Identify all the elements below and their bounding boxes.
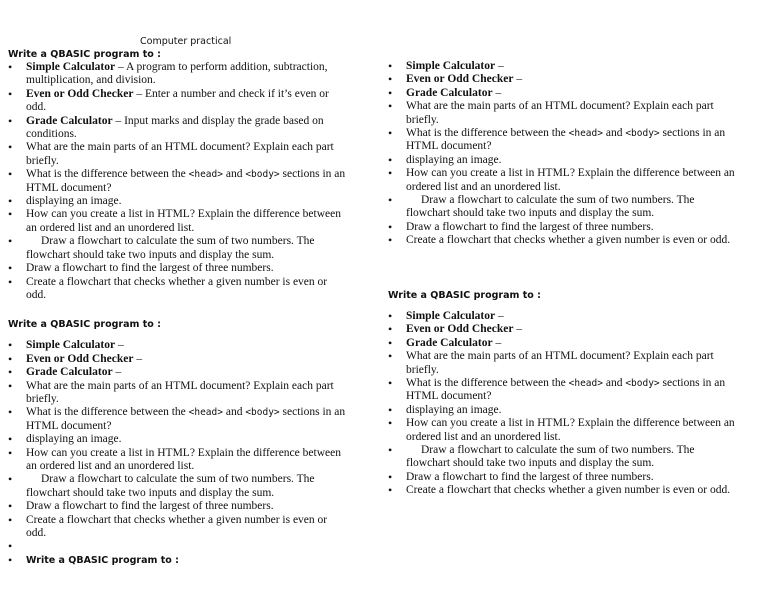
list-item-flowchart-largest: • Draw a flowchart to find the largest of three numbers.: [8, 262, 350, 275]
list-item-even-odd-checker: [8, 353, 350, 366]
item-text: Input marks and display the grade based on conditions.: [26, 114, 324, 141]
list-item-even-odd-checker: [388, 323, 736, 336]
list-item-image: • displaying an image.: [388, 154, 736, 167]
section-heading: Write a QBASIC program to :: [388, 290, 541, 301]
list-item-grade-calculator: [8, 366, 350, 379]
list-item-image: • displaying an image.: [8, 433, 350, 446]
section-heading: Write a QBASIC program to :: [8, 49, 161, 60]
list-item-even-odd-checker: [388, 73, 736, 86]
list-item-simple-calculator: [8, 61, 350, 88]
body-tag: <body>: [625, 378, 660, 390]
item-text: and: [225, 406, 243, 419]
list-item-empty: [8, 540, 350, 553]
list-item-flowchart-largest: • Draw a flowchart to find the largest of three numbers.: [388, 471, 736, 484]
item-label: Simple Calculator: [406, 310, 496, 322]
item-text: Draw a flowchart to calculate the sum of two numbers. The flowchart should take two inputs and display the sum.: [406, 194, 695, 220]
dash: –: [115, 114, 122, 127]
body-tag: <body>: [625, 128, 660, 140]
item-label: Grade Calculator: [406, 86, 493, 99]
question-list: [8, 339, 350, 567]
list-item-html-parts: • What are the main parts of an HTML document? Explain each part briefly.: [8, 380, 350, 407]
item-label: Even or Odd Checker: [406, 323, 514, 336]
item-label: Simple Calculator: [26, 61, 116, 73]
dash: –: [498, 60, 504, 72]
section-heading: Write a QBASIC program to :: [8, 319, 161, 331]
question-list: [388, 310, 736, 498]
dash: –: [118, 339, 124, 352]
head-tag: <head>: [568, 128, 603, 140]
item-text: What is the difference between the: [406, 377, 566, 390]
dash: –: [136, 87, 143, 100]
item-text: sections in an HTML document?: [26, 168, 346, 194]
question-list: [388, 60, 736, 248]
dash: –: [498, 310, 504, 322]
head-tag: <head>: [188, 169, 223, 181]
list-item-flowchart-sum: [8, 235, 350, 262]
list-item-flowchart-sum: [388, 194, 736, 221]
right-column-bottom: [388, 289, 736, 498]
item-text: sections in an HTML document?: [406, 127, 726, 153]
item-label: Grade Calculator: [26, 114, 113, 127]
dash: –: [136, 352, 143, 365]
item-text: and: [225, 168, 243, 181]
list-item-html-parts: • What are the main parts of an HTML document? Explain each part briefly.: [388, 100, 736, 127]
body-tag: <body>: [245, 169, 280, 181]
dash: –: [115, 366, 122, 379]
item-text: sections in an HTML document?: [26, 406, 346, 432]
head-tag: <head>: [568, 378, 603, 390]
item-label: Simple Calculator: [26, 339, 116, 352]
item-label: Even or Odd Checker: [26, 87, 134, 100]
list-item-flowchart-even-odd: • Create a flowchart that checks whether a given number is even or odd.: [388, 484, 736, 497]
list-item-head-body: [8, 168, 350, 195]
item-text: and: [605, 127, 623, 140]
list-item-grade-calculator: [8, 115, 350, 142]
list-item-grade-calculator: [388, 87, 736, 100]
dash: –: [118, 61, 124, 73]
list-item-simple-calculator: [388, 310, 736, 323]
list-item-even-odd-checker: [8, 88, 350, 115]
item-text: A program to perform addition, subtraction, multiplication, and division.: [26, 61, 328, 87]
list-item-flowchart-sum: [388, 444, 736, 471]
list-item-flowchart-even-odd: • Create a flowchart that checks whether a given number is even or odd.: [8, 276, 350, 303]
list-item-flowchart-largest: • Draw a flowchart to find the largest of three numbers.: [8, 500, 350, 513]
item-text: Enter a number and check if it’s even or odd.: [26, 87, 329, 114]
item-text: What is the difference between the: [26, 168, 186, 181]
item-label: Even or Odd Checker: [26, 352, 134, 365]
list-item-image: • displaying an image.: [388, 404, 736, 417]
dash: –: [516, 323, 523, 336]
list-item-flowchart-even-odd: • Create a flowchart that checks whether a given number is even or odd.: [388, 234, 736, 247]
list-item-flowchart-sum: [8, 473, 350, 500]
item-text: Draw a flowchart to calculate the sum of two numbers. The flowchart should take two inputs and display the sum.: [26, 473, 315, 499]
list-item-head-body: [8, 406, 350, 433]
item-text: Draw a flowchart to calculate the sum of two numbers. The flowchart should take two inputs and display the sum.: [406, 444, 695, 470]
item-text: What is the difference between the: [26, 406, 186, 419]
dash: –: [495, 86, 502, 99]
dash: –: [516, 73, 523, 86]
right-column-top: [388, 60, 736, 248]
item-label: Grade Calculator: [406, 336, 493, 349]
item-label: Even or Odd Checker: [406, 73, 514, 86]
item-text: Draw a flowchart to calculate the sum of two numbers. The flowchart should take two inputs and display the sum.: [26, 235, 315, 261]
list-item-head-body: [388, 377, 736, 404]
list-item-simple-calculator: [8, 339, 350, 352]
document-title: Computer practical: [140, 36, 232, 47]
section-heading: Write a QBASIC program to :: [26, 554, 179, 566]
list-item-image: • displaying an image.: [8, 195, 350, 208]
list-item-lists: • How can you create a list in HTML? Explain the difference between an ordered list and an unordered list.: [388, 167, 736, 194]
body-tag: <body>: [245, 407, 280, 419]
dash: –: [495, 336, 502, 349]
left-column: [8, 48, 350, 567]
list-item-lists: • How can you create a list in HTML? Explain the difference between an ordered list and an unordered list.: [8, 447, 350, 474]
item-label: Simple Calculator: [406, 60, 496, 72]
question-list: [8, 61, 350, 302]
list-item-lists: • How can you create a list in HTML? Explain the difference between an ordered list and an unordered list.: [8, 208, 350, 235]
list-item-html-parts: • What are the main parts of an HTML document? Explain each part briefly.: [388, 350, 736, 377]
list-item-lists: • How can you create a list in HTML? Explain the difference between an ordered list and an unordered list.: [388, 417, 736, 444]
list-item-flowchart-even-odd: • Create a flowchart that checks whether a given number is even or odd.: [8, 514, 350, 541]
list-item-html-parts: • What are the main parts of an HTML document? Explain each part briefly.: [8, 141, 350, 168]
head-tag: <head>: [188, 407, 223, 419]
item-text: What is the difference between the: [406, 127, 566, 140]
list-item-simple-calculator: [388, 60, 736, 73]
item-label: Grade Calculator: [26, 366, 113, 379]
item-text: sections in an HTML document?: [406, 377, 726, 403]
list-item-head-body: [388, 127, 736, 154]
list-item-heading: [8, 554, 350, 567]
item-text: and: [605, 377, 623, 390]
list-item-grade-calculator: [388, 337, 736, 350]
list-item-flowchart-largest: • Draw a flowchart to find the largest of three numbers.: [388, 221, 736, 234]
